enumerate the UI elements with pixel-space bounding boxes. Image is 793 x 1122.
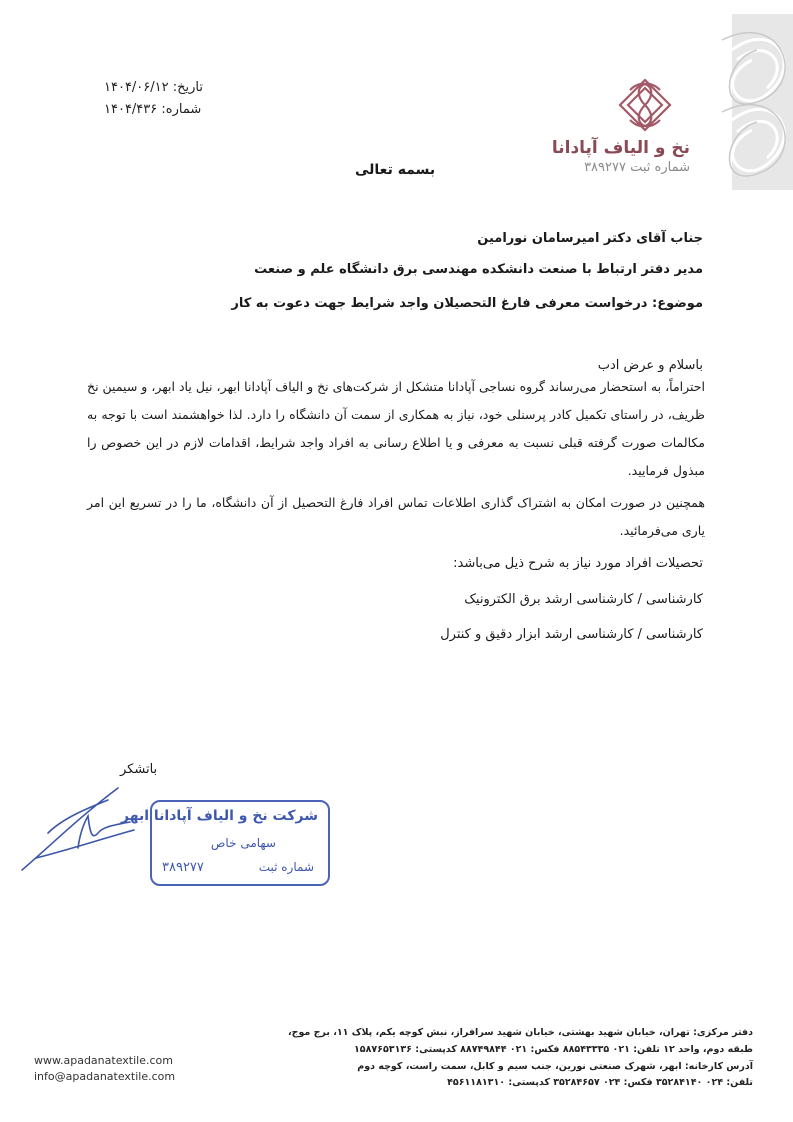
requirement-item: کارشناسی / کارشناسی ارشد ابزار دقیق و کنترل: [440, 627, 703, 642]
letter-number: شماره: ۱۴۰۴/۴۳۶: [104, 102, 202, 117]
closing-thanks: باتشکر: [120, 762, 158, 777]
signature-icon: [18, 778, 138, 878]
footer-email-link[interactable]: info@apadanatextile.com: [34, 1070, 176, 1083]
requirement-item: کارشناسی / کارشناسی ارشد برق الکترونیک: [464, 592, 703, 607]
body-paragraph-2: همچنین در صورت امکان به اشتراک گذاری اطلاعات تماس افراد فارغ التحصیل از آن دانشگاه، ما را در تسریع این امر یاری می‌فرمائید.: [87, 495, 705, 538]
requirements-intro: تحصیلات افراد مورد نیاز به شرح ذیل می‌باشد:: [453, 556, 703, 571]
recipient-title: مدیر دفتر ارتباط با صنعت دانشکده مهندسی برق دانشگاه علم و صنعت: [254, 262, 703, 277]
footer-office-contact: طبقه دوم، واحد ۱۲ تلفن: ۰۲۱ ۸۸۵۴۳۳۳۵ فکس: ۰۲۱ ۸۸۷۴۹۸۴۴ کدپستی: ۱۵۸۷۶۵۳۱۳۶: [353, 1044, 753, 1055]
brand-registration: شماره ثبت ۳۸۹۲۷۷: [584, 160, 690, 175]
stamp-company-type: سهامی خاص: [210, 836, 276, 850]
letter-date: تاریخ: ۱۴۰۴/۰۶/۱۲: [104, 80, 204, 95]
logo-knot-watermark-icon: [712, 20, 793, 188]
footer-factory-contact: تلفن: ۰۲۴ ۳۵۲۸۴۱۴۰ فکس: ۰۲۴ ۳۵۲۸۴۶۵۷ کدپستی: ۴۵۶۱۱۸۱۳۱۰: [447, 1077, 753, 1088]
logo-knot-icon: [610, 70, 680, 140]
footer-factory-address: آدرس کارخانه: ابهر، شهرک صنعتی نورین، جنب سیم و کابل، سمت راست، کوچه دوم: [357, 1061, 753, 1072]
footer-office-address: دفتر مرکزی: تهران، خیابان شهید بهشتی، خیابان شهید سرافراز، نبش کوچه یکم، پلاک ۱۱، برج موج،: [287, 1027, 753, 1038]
brand-name: نخ و الیاف آپادانا: [551, 138, 690, 158]
greeting: باسلام و عرض ادب: [597, 358, 703, 373]
stamp-registration-label: شماره ثبت: [258, 860, 314, 874]
recipient-name: جناب آقای دکتر امیرسامان نورامین: [477, 231, 703, 246]
letter-subject: موضوع: درخواست معرفی فارغ التحصیلان واجد شرایط جهت دعوت به کار: [231, 296, 703, 311]
body-paragraph-1: احتراماً، به استحضار می‌رساند گروه نساجی آپادانا متشکل از شرکت‌های نخ و الیاف آپادانا ابهر، نیل یاد ابهر، و سیمین نخ ظریف، در راستای تکمیل کادر پرسنلی خود، نیاز به همکاری از سمت آن دانشگاه را دارد. لذا خواهشمند است با توجه به مکالمات صورت گرفته قبلی نسبت به معرفی و یا اطلاع رسانی به افراد واجد شرایط، اقدامات لازم در این خصوص را مبذول فرمایید.: [87, 379, 705, 478]
stamp-company-name: شرکت نخ و الیاف آپادانا ابهر: [121, 808, 318, 824]
footer-website-link[interactable]: www.apadanatextile.com: [34, 1054, 173, 1067]
stamp-registration-number: ۳۸۹۲۷۷: [162, 860, 204, 875]
bismillah-heading: بسمه تعالی: [355, 162, 436, 178]
company-stamp: [121, 800, 330, 886]
